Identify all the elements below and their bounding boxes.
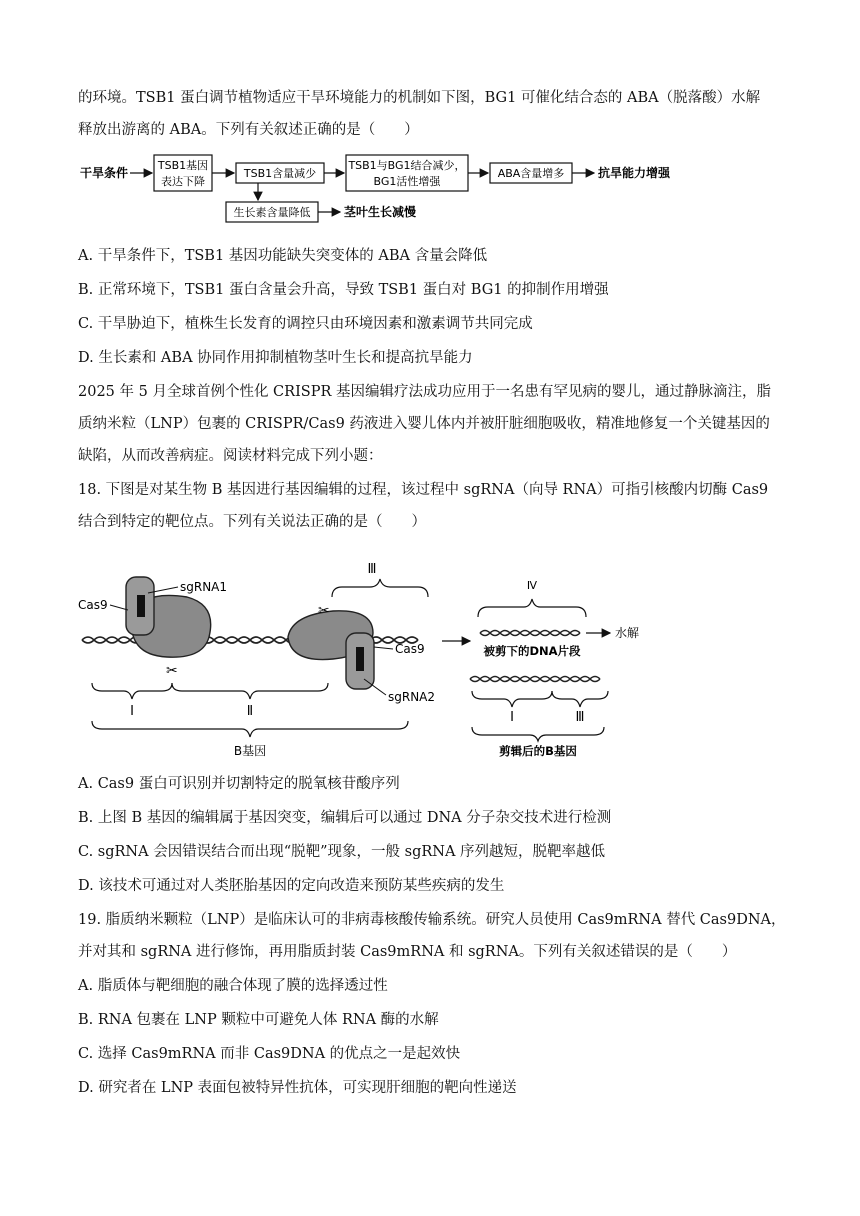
q18-stem-line-2: 结合到特定的靶位点。下列有关说法正确的是（ ） xyxy=(78,514,426,530)
cas9-right-label: Cas9 xyxy=(395,642,425,656)
q17-option-a: A. 干旱条件下，TSB1 基因功能缺失突变体的 ABA 含量会降低 xyxy=(78,248,488,264)
intro-line-2: 释放出游离的 ABA。下列有关叙述正确的是（ ） xyxy=(78,122,419,138)
q17-option-b: B. 正常环境下，TSB1 蛋白含量会升高，导致 TSB1 蛋白对 BG1 的抑制作用增强 xyxy=(78,282,609,298)
brace-i-right xyxy=(472,691,552,707)
brace-b-gene xyxy=(92,721,408,737)
flow-start-label: 干旱条件 xyxy=(80,166,129,180)
q18-option-b: B. 上图 B 基因的编辑属于基因突变，编辑后可以通过 DNA 分子杂交技术进行检测 xyxy=(78,810,612,826)
brace-ii xyxy=(172,683,328,699)
edited-gene-label: 剪辑后的B基因 xyxy=(499,744,577,758)
brace-iii-top xyxy=(332,579,428,597)
q17-option-d: D. 生长素和 ABA 协同作用抑制植物茎叶生长和提高抗旱能力 xyxy=(78,350,473,366)
brace-ii-label: Ⅱ xyxy=(246,704,254,719)
brace-iv xyxy=(478,599,586,617)
brace-iii-right xyxy=(552,691,608,707)
brace-edited-gene xyxy=(472,727,604,741)
cas9-right-pointer xyxy=(374,647,393,649)
cut-fragment-label: 被剪下的DNA片段 xyxy=(483,644,581,658)
q19-option-d: D. 研究者在 LNP 表面包被特异性抗体，可实现肝细胞的靶向性递送 xyxy=(78,1080,517,1096)
flow-box-auxin-label: 生长素含量降低 xyxy=(233,206,311,219)
sgrna2-marker xyxy=(356,647,364,671)
intro-line-1: 的环境。TSB1 蛋白调节植物适应干旱环境能力的机制如下图，BG1 可催化结合态的 ABA（脱落酸）水解 xyxy=(78,90,761,106)
brace-iv-label: Ⅳ xyxy=(526,579,538,592)
passage-line-2: 质纳米粒（LNP）包裹的 CRISPR/Cas9 药液进入婴儿体内并被肝脏细胞吸收，精准地修复一个关键基因的 xyxy=(78,416,770,432)
flow-end-drought-resistance: 抗旱能力增强 xyxy=(598,166,671,180)
q18-option-d: D. 该技术可通过对人类胚胎基因的定向改造来预防某些疾病的发生 xyxy=(78,878,505,894)
q19-option-b: B. RNA 包裹在 LNP 颗粒中可避免人体 RNA 酶的水解 xyxy=(78,1012,439,1028)
flow-box-tsb1-decrease-label: TSB1含量减少 xyxy=(243,167,317,180)
flow-box-tsb1-gene-line1: TSB1基因 xyxy=(157,159,209,172)
brace-i-right-label: Ⅰ xyxy=(510,710,514,725)
sgrna2-label: sgRNA2 xyxy=(388,690,436,704)
brace-iii-top-label: Ⅲ xyxy=(367,562,377,577)
tsb1-mechanism-flowchart xyxy=(70,150,790,230)
brace-iii-right-label: Ⅲ xyxy=(575,710,585,725)
flow-box-bg1-line1: TSB1与BG1结合减少， xyxy=(348,159,466,172)
sgrna1-label: sgRNA1 xyxy=(180,580,228,594)
scissors-icon-right: ✂ xyxy=(318,603,330,619)
q19-stem-line-2: 并对其和 sgRNA 进行修饰，再用脂质封装 Cas9mRNA 和 sgRNA。下列有关叙述错误的是（ ） xyxy=(78,944,737,960)
q18-option-c: C. sgRNA 会因错误结合而出现“脱靶”现象，一般 sgRNA 序列越短，脱靶率越低 xyxy=(78,844,606,860)
flow-box-bg1-line2: BG1活性增强 xyxy=(373,175,441,188)
flow-box-tsb1-gene-line2: 表达下降 xyxy=(161,175,205,188)
b-gene-label: B基因 xyxy=(233,744,267,758)
cas9-left-label: Cas9 xyxy=(78,598,108,612)
gene-editing-figure xyxy=(70,555,640,765)
q17-option-c: C. 干旱胁迫下，植株生长发育的调控只由环境因素和激素调节共同完成 xyxy=(78,316,533,332)
q19-option-c: C. 选择 Cas9mRNA 而非 Cas9DNA 的优点之一是起效快 xyxy=(78,1046,461,1062)
brace-i xyxy=(92,683,172,699)
passage-line-1: 2025 年 5 月全球首例个性化 CRISPR 基因编辑疗法成功应用于一名患有罕见病的婴儿，通过静脉滴注，脂 xyxy=(78,384,772,400)
flow-end-growth-slow: 茎叶生长减慢 xyxy=(344,205,417,219)
q18-option-a: A. Cas9 蛋白可识别并切割特定的脱氧核苷酸序列 xyxy=(78,776,400,792)
q19-option-a: A. 脂质体与靶细胞的融合体现了膜的选择透过性 xyxy=(78,978,388,994)
q18-stem-line-1: 18. 下图是对某生物 B 基因进行基因编辑的过程，该过程中 sgRNA（向导 RNA）可指引核酸内切酶 Cas9 xyxy=(78,482,769,498)
hydrolysis-label: 水解 xyxy=(615,626,640,640)
q19-stem-line-1: 19. 脂质纳米颗粒（LNP）是临床认可的非病毒核酸传输系统。研究人员使用 Cas9mRNA 替代 Cas9DNA， xyxy=(78,912,786,928)
passage-line-3: 缺陷，从而改善病症。阅读材料完成下列小题： xyxy=(78,448,383,464)
brace-i-label: Ⅰ xyxy=(130,704,134,719)
flow-box-aba-label: ABA含量增多 xyxy=(497,167,565,180)
scissors-icon-left: ✂ xyxy=(166,663,178,679)
sgrna1-marker xyxy=(137,595,145,617)
